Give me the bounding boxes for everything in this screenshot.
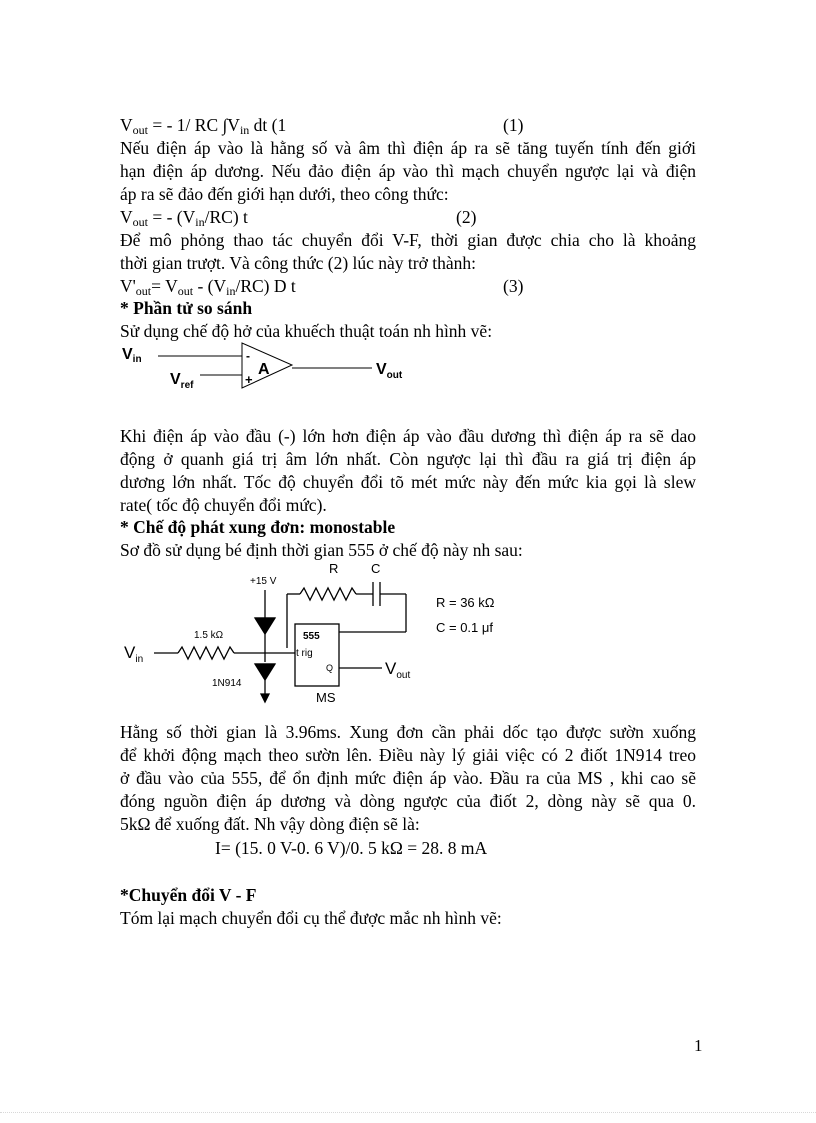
- eq3-mid2: - (V: [193, 276, 227, 296]
- para4-line-4: đóng nguồn điện áp dương và dòng ngược của điốt 2, dòng này sẽ qua 0.: [120, 791, 696, 811]
- eq3-mid-sub: out: [177, 284, 194, 298]
- heading-comparator-text: * Phần tử so sánh: [120, 298, 253, 318]
- eq2-lhs: V: [120, 207, 133, 227]
- para3-line-3: dương lớn nhất. Tốc độ chuyển đổi tõ mét mức này đến mức kia gọi là slew: [120, 472, 696, 492]
- ground-arrow: [261, 694, 269, 702]
- opamp-plus: +: [245, 372, 253, 387]
- opamp-label: A: [258, 361, 270, 378]
- heading-vf: [120, 884, 256, 906]
- heading-monostable-text: * Chế độ phát xung đơn: monostable: [120, 517, 396, 537]
- eq1-mid: = - 1/ RC ∫V: [147, 115, 240, 135]
- eq3-lhs: V': [120, 276, 136, 296]
- page-bottom-divider: [0, 1112, 816, 1113]
- intro-vf: Tóm lại mạch chuyển đổi cụ thể được mắc nh hình vẽ:: [120, 908, 502, 928]
- intro-comparator: Sử dụng chế độ hở của khuếch thuật toán nh hình vẽ:: [120, 321, 493, 341]
- eq2-mid-sub: in: [195, 215, 205, 229]
- para3-line-4: rate( tốc độ chuyển đổi mức).: [120, 495, 327, 515]
- supply-label: +15 V: [250, 576, 277, 587]
- trig-label: t rig: [296, 648, 313, 659]
- eq1-lhs-sub: out: [132, 123, 148, 137]
- equation-1: [120, 114, 286, 136]
- r-value: R = 36 kΩ: [436, 595, 495, 610]
- eq2-rhs: /RC) t: [204, 207, 248, 227]
- equation-4: I= (15. 0 V-0. 6 V)/0. 5 kΩ = 28. 8 mA: [215, 838, 488, 858]
- vin-label: Vin: [122, 346, 142, 365]
- vout-label: $V_{out}$: [376, 361, 403, 381]
- q-label: Q: [326, 663, 334, 673]
- c-value: C = 0.1 μf: [436, 620, 493, 635]
- eq3-mid: = V: [151, 276, 178, 296]
- eq2-mid: = - (V: [147, 207, 196, 227]
- comparator-diagram: [120, 338, 440, 396]
- eq3-rhs: /RC) D t: [235, 276, 296, 296]
- para1-line-3: áp ra sẽ đảo đến giới hạn dưới, theo công thức:: [120, 184, 449, 204]
- input-resistor: [178, 647, 234, 659]
- para4-line-2: để khởi động mạch theo sườn lên. Điều này lý giải việc có 2 điốt 1N914 treo: [120, 745, 696, 765]
- para1-line-1: Nếu điện áp vào là hằng số và âm thì điện áp ra sẽ tăng tuyến tính đến giới: [120, 138, 696, 158]
- page-number: 1: [694, 1036, 703, 1055]
- vref-label: $V_{ref}$: [170, 371, 194, 391]
- eq2-lhs-sub: out: [132, 215, 148, 229]
- timing-resistor: [300, 588, 356, 600]
- r-label: R: [329, 561, 339, 576]
- para1-line-2: hạn điện áp dương. Nếu đảo điện áp vào thì mạch chuyển ngược lại và điện: [120, 161, 696, 181]
- eq1-rhs: dt (1: [249, 115, 287, 135]
- chip-label: 555: [303, 631, 320, 642]
- equation-2: [120, 206, 248, 228]
- para2-line-1: Để mô phỏng thao tác chuyển đổi V-F, thời gian được chia cho là khoảng: [120, 230, 696, 250]
- equation-1-number: (1): [503, 115, 524, 135]
- monostable-diagram: [120, 560, 540, 710]
- intro-monostable: Sơ đồ sử dụng bé định thời gian 555 ở chế độ này nh sau:: [120, 540, 523, 560]
- para3-line-1: Khi điện áp vào đầu (-) lớn hơn điện áp vào đầu dương thì điện áp ra sẽ dao: [120, 426, 696, 446]
- diode-1: [255, 618, 275, 634]
- eq3-mid2-sub: in: [226, 284, 236, 298]
- equation-3-number: (3): [503, 276, 524, 296]
- heading-vf-text: *Chuyển đổi V - F: [120, 885, 257, 905]
- vin-label: $V_{in}$: [124, 643, 144, 665]
- para4-line-1: Hằng số thời gian là 3.96ms. Xung đơn cần phải dốc tạo được sườn xuống: [120, 722, 696, 742]
- equation-3: [120, 275, 296, 297]
- input-resistor-value: 1.5 kΩ: [194, 630, 224, 641]
- vout-label: $V_{out}$: [385, 659, 411, 681]
- para2-line-2: thời gian trượt. Và công thức (2) lúc này trở thành:: [120, 253, 476, 273]
- eq3-lhs-sub: out: [135, 284, 152, 298]
- para3-line-2: động ở quanh giá trị âm lớn nhất. Còn ngược lại thì đầu ra giá trị điện áp: [120, 449, 696, 469]
- eq1-lhs: V: [120, 115, 133, 135]
- eq1-mid-sub: in: [239, 123, 250, 137]
- diode-2: [255, 664, 275, 680]
- equation-2-number: (2): [456, 207, 477, 227]
- diode-label: 1N914: [212, 678, 242, 689]
- para4-line-5: 5kΩ để xuống đất. Nh vậy dòng điện sẽ là:: [120, 814, 420, 834]
- para4-line-3: ở đầu vào của 555, để ổn định mức điện áp vào. Đầu ra của MS , khi cao sẽ: [120, 768, 696, 788]
- heading-monostable: [120, 516, 395, 538]
- ms-label: MS: [316, 690, 336, 705]
- opamp-minus: -: [246, 349, 250, 363]
- c-label: C: [371, 561, 381, 576]
- heading-comparator: [120, 297, 252, 319]
